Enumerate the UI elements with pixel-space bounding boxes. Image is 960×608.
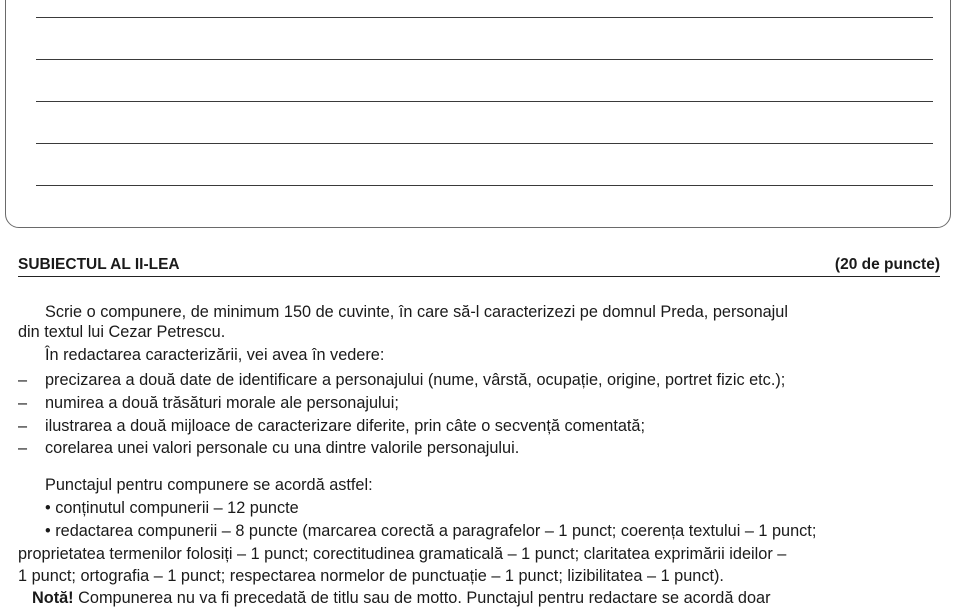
scoring-item: • redactarea compunerii – 8 puncte (marcarea corectă a paragrafelor – 1 punct; coerența textului – 1 punct; (45, 522, 817, 540)
section-title: SUBIECTUL AL II-LEA (18, 256, 180, 273)
list-item: ilustrarea a două mijloace de caracterizare diferite, prin câte o secvență comentată; (45, 417, 646, 435)
scoring-item: proprietatea termenilor folosiți – 1 punct; corectitudinea gramaticală – 1 punct; claritatea exprimării ideilor – (18, 545, 787, 563)
scoring-intro: Punctajul pentru compunere se acordă astfel: (45, 476, 373, 494)
answer-line (36, 143, 933, 144)
intro-line: În redactarea caracterizării, vei avea în vedere: (45, 346, 385, 364)
list-dash: – (18, 417, 28, 435)
answer-line (36, 101, 933, 102)
answer-line (36, 185, 933, 186)
list-dash: – (18, 394, 28, 412)
scoring-item: • conținutul compunerii – 12 puncte (45, 499, 299, 517)
note-label: Notă! (32, 589, 74, 607)
list-item: numirea a două trăsături morale ale personajului; (45, 394, 399, 412)
note-text: Compunerea nu va fi precedată de titlu sau de motto. Punctajul pentru redactare se acordă doar (78, 589, 771, 607)
section-header (18, 254, 940, 277)
scoring-item: 1 punct; ortografia – 1 punct; respectarea normelor de punctuație – 1 punct; lizibilitatea – 1 punct). (18, 567, 724, 585)
answer-line (36, 59, 933, 60)
intro-line: Scrie o compunere, de minimum 150 de cuvinte, în care să-l caracterizezi pe domnul Preda, personajul (45, 303, 788, 321)
answer-line (36, 17, 933, 18)
list-dash: – (18, 439, 28, 457)
list-dash: – (18, 371, 28, 389)
answer-box (5, 0, 951, 228)
section-points: (20 de puncte) (834, 256, 940, 273)
list-item: corelarea unei valori personale cu una dintre valorile personajului. (45, 439, 520, 457)
list-item: precizarea a două date de identificare a personajului (nume, vârstă, ocupație, origine, portret fizic etc.); (45, 371, 786, 389)
intro-line: din textul lui Cezar Petrescu. (18, 323, 226, 341)
note-line (32, 588, 771, 608)
